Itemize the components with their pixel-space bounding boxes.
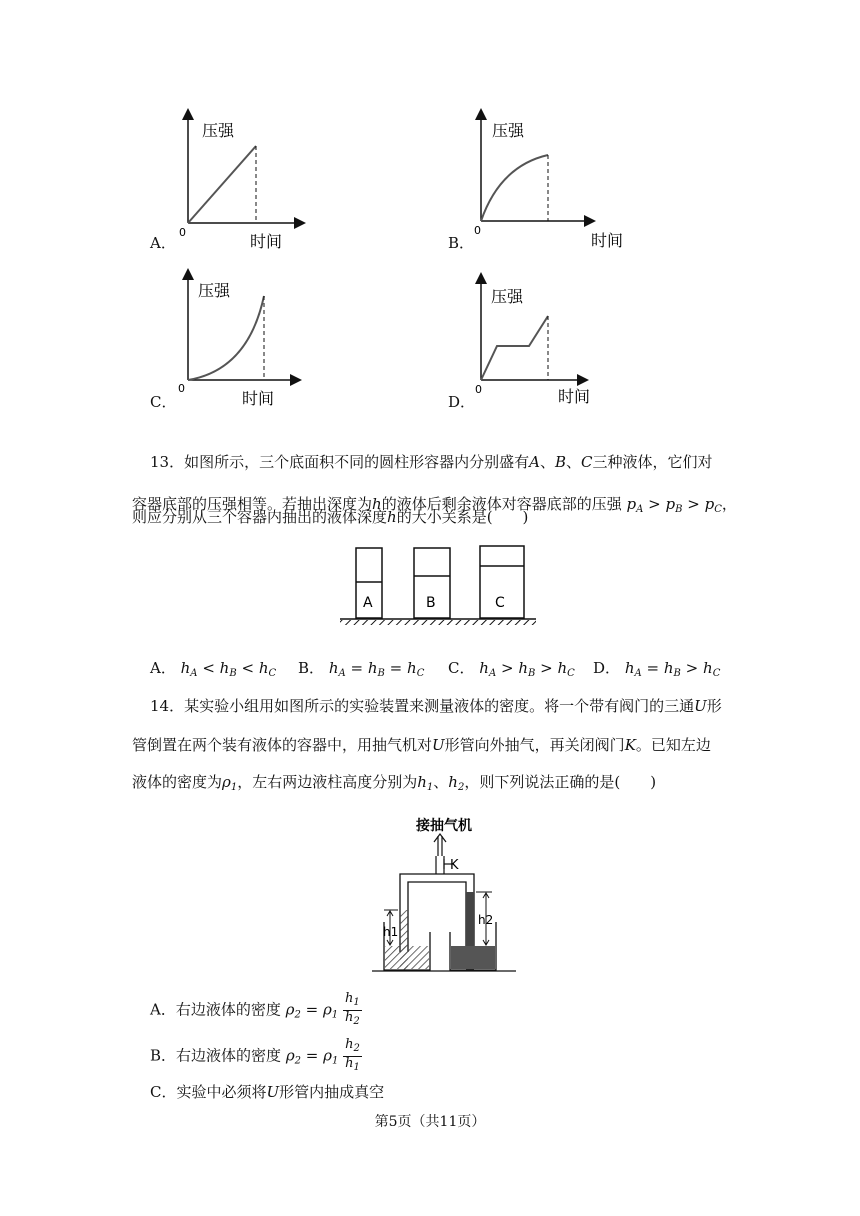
q14-option-c: C．实验中必须将U形管内抽成真空	[150, 1083, 385, 1101]
curve-a	[188, 146, 256, 223]
graph-d	[475, 278, 590, 406]
container-b-label: B	[426, 595, 436, 611]
valve-k-label: K	[450, 858, 459, 873]
graph-a	[179, 114, 300, 251]
q14-option-a-fraction: $\frac{h_1}{h_2}$	[344, 991, 360, 1027]
curve-b	[481, 155, 548, 221]
graph-option-d-letter: D．	[448, 393, 476, 411]
graph-c-origin: 0	[178, 382, 185, 395]
page-footer: 第5页（共11页）	[374, 1114, 486, 1130]
graph-a-origin: 0	[179, 226, 186, 239]
graph-c-ylabel: 压强	[198, 281, 231, 300]
graph-options	[0, 0, 860, 420]
h2-label: h2	[478, 913, 494, 927]
q13-containers-figure	[330, 538, 540, 630]
graph-b-xlabel: 时间	[591, 231, 624, 250]
q13-option-d: D． $h_A = h_B > h_C$	[593, 659, 721, 679]
graph-a-xlabel: 时间	[250, 232, 283, 251]
q14-line2: 管倒置在两个装有液体的容器中，用抽气机对U形管向外抽气，再关闭阀门K。已知左边	[132, 736, 711, 754]
q13-option-a: A． $h_A < h_B < h_C$	[150, 659, 277, 679]
container-a-label: A	[363, 595, 373, 611]
graph-c	[178, 274, 296, 408]
graph-a-ylabel: 压强	[202, 121, 235, 140]
q13-option-b: B． $h_A = h_B = h_C$	[298, 659, 425, 679]
container-c-label: C	[495, 595, 505, 611]
q14-apparatus-figure	[370, 812, 530, 978]
graph-c-xlabel: 时间	[242, 389, 275, 408]
graph-b-origin: 0	[474, 224, 481, 237]
q14-line1: 14．某实验小组用如图所示的实验装置来测量液体的密度。将一个带有阀门的三通U形	[150, 697, 722, 715]
q13-line2: 容器底部的压强相等。若抽出深度为h的液体后剩余液体对容器底部的压强 $p_A > p_B > p_C$，	[132, 495, 737, 515]
graph-d-ylabel: 压强	[491, 287, 524, 306]
h1-label: h1	[383, 925, 399, 939]
q13-line1: 13．如图所示，三个底面积不同的圆柱形容器内分别盛有A、B、C三种液体，它们对	[150, 453, 713, 471]
q14-option-b-fraction: $\frac{h_2}{h_1}$	[345, 1037, 360, 1073]
q13-number: 13．	[150, 453, 185, 471]
curve-c	[188, 296, 264, 380]
q13-line3: 则应分别从三个容器内抽出的液体深度h的大小关系是( )	[132, 508, 529, 526]
graph-option-a-letter: A．	[150, 234, 176, 252]
graph-d-xlabel: 时间	[558, 387, 591, 406]
q14-option-b: B．右边液体的密度 $\rho_2 = \rho_1$ $\frac{h_2}{h_1}$	[150, 1037, 360, 1073]
graph-b-ylabel: 压强	[492, 121, 525, 140]
q14-option-a: A．右边液体的密度 $\rho_2 = \rho_1$ $\frac{h_1}{h_2}$	[150, 991, 360, 1027]
pump-label: 接抽气机	[416, 818, 472, 834]
q13-option-c: C． $h_A > h_B > h_C$	[448, 659, 575, 679]
graph-d-origin: 0	[475, 383, 482, 396]
q14-line3: 液体的密度为$\rho_1$，左右两边液柱高度分别为$h_1$、$h_2$，则下列说法正确的是( )	[132, 773, 657, 793]
q14-number: 14．	[150, 697, 185, 715]
graph-option-c-letter: C．	[150, 393, 177, 411]
curve-d	[481, 316, 548, 380]
graph-b	[474, 114, 623, 250]
graph-option-b-letter: B．	[448, 234, 475, 252]
